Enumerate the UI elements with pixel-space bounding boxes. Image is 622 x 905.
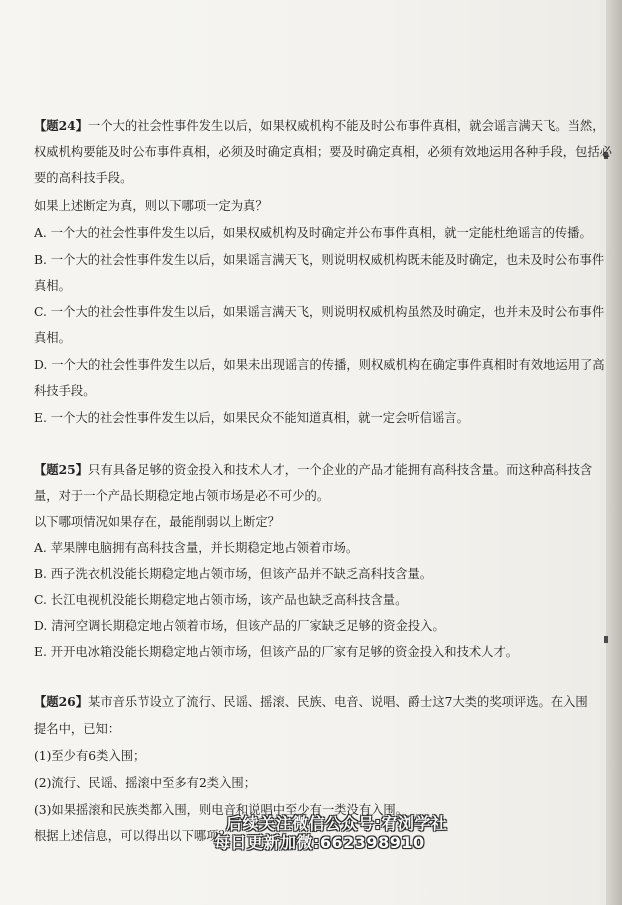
q25-option-c: C. 长江电视机没能长期稳定地占领市场，该产品也缺乏高科技含量。 [34, 593, 408, 607]
q24-option-e: E. 一个大的社会性事件发生以后，如果民众不能知道真相，就一定会听信谣言。 [34, 411, 469, 425]
promo-watermark [214, 814, 448, 852]
q26-condition-3: (3)如果摇滚和民族类都入围，则电音和说唱中至少有一类没有入围。 [34, 803, 409, 817]
question-number: 【题24】 [34, 118, 89, 133]
q24-option-b-line-2: 真相。 [34, 279, 71, 293]
q25-stem-line-1: 【题25】只有具备足够的资金投入和技术人才，一个企业的产品才能拥有高科技含量。而这种高科技含 [34, 462, 593, 477]
page-binding-edge [606, 0, 622, 905]
question-number: 【题26】 [34, 694, 89, 709]
q25-option-b: B. 西子洗衣机没能长期稳定地占领市场，但该产品并不缺乏高科技含量。 [34, 567, 433, 581]
q26-stem-line-1: 【题26】某市音乐节设立了流行、民谣、摇滚、民族、电音、说唱、爵士这7大类的奖项评选。在入围 [34, 694, 588, 709]
q24-option-d-line-1: D. 一个大的社会性事件发生以后，如果未出现谣言的传播，则权威机构在确定事件真相时有效地运用了高 [34, 358, 605, 372]
q24-stem-line-3: 要的高科技手段。 [34, 171, 133, 185]
q25-prompt: 以下哪项情况如果存在，最能削弱以上断定？ [34, 515, 280, 529]
q26-condition-1: (1)至少有6类入围； [34, 749, 146, 763]
q24-option-d-line-2: 科技手段。 [34, 384, 96, 398]
watermark-line-2: 每日更新加微:662398910 [214, 833, 425, 852]
q25-option-a: A. 苹果牌电脑拥有高科技含量，并长期稳定地占领着市场。 [34, 541, 359, 555]
q24-prompt: 如果上述断定为真，则以下哪项一定为真？ [34, 199, 268, 213]
q24-option-c-line-2: 真相。 [34, 331, 71, 345]
question-number: 【题25】 [34, 462, 89, 477]
q25-option-e: E. 开开电冰箱没能长期稳定地占领市场，但该产品的厂家有足够的资金投入和技术人才。 [34, 645, 519, 659]
q24-option-c-line-1: C. 一个大的社会性事件发生以后，如果谣言满天飞，则说明权威机构虽然及时确定，也并未及时公布事件 [34, 305, 605, 319]
q24-option-b-line-1: B. 一个大的社会性事件发生以后，如果谣言满天飞，则说明权威机构既未能及时确定，也未及时公布事件 [34, 253, 605, 267]
q25-option-d: D. 清河空调长期稳定地占领着市场，但该产品的厂家缺乏足够的资金投入。 [34, 619, 445, 633]
q25-stem-line-2: 量，对于一个产品长期稳定地占领市场是必不可少的。 [34, 489, 330, 503]
q24-option-a: A. 一个大的社会性事件发生以后，如果权威机构及时确定并公布事件真相，就一定能杜绝谣言的传播。 [34, 226, 592, 240]
q24-stem-line-2: 权威机构要能及时公布事件真相，必须及时确定真相；要及时确定真相，必须有效地运用各种手段，包括必 [34, 145, 612, 159]
q26-condition-2: (2)流行、民谣、摇滚中至多有2类入围； [34, 776, 256, 790]
edge-mark [604, 636, 608, 643]
q24-stem-line-1: 【题24】一个大的社会性事件发生以后，如果权威机构不能及时公布事件真相，就会谣言满天飞。当然， [34, 118, 605, 133]
watermark-line-1: 后续关注微信公众号:宥浏学社 [226, 814, 448, 833]
q26-prompt: 根据上述信息，可以得出以下哪项？ [34, 829, 231, 843]
q26-stem-line-2: 提名中，已知： [34, 722, 121, 736]
